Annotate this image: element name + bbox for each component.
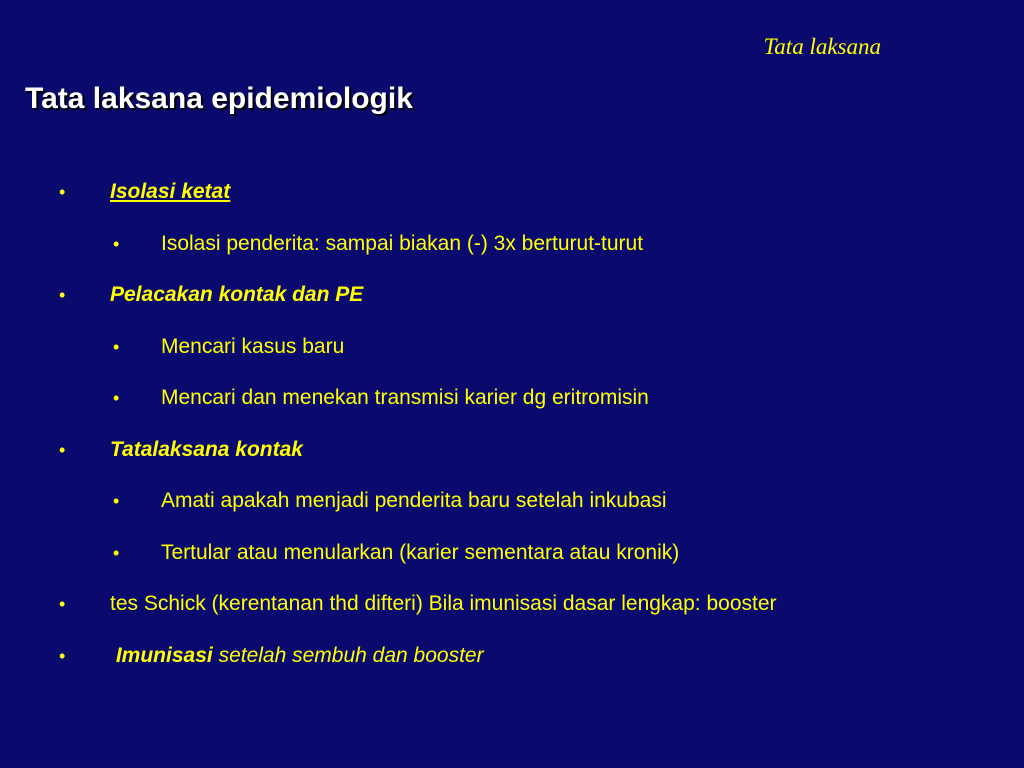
list-item [0, 533, 1024, 585]
list-item [0, 172, 1024, 224]
bullet-list [0, 172, 1024, 687]
item-heading-tatalaksana: Tatalaksana kontak [110, 437, 303, 461]
item-heading-pelacakan: Pelacakan kontak dan PE [110, 283, 364, 306]
bullet-icon: • [113, 542, 120, 563]
item-text: tes Schick (kerentanan thd difteri) Bila imunisasi dasar lengkap: booster [110, 592, 777, 615]
list-item [0, 584, 1024, 636]
item-heading-isolasi: Isolasi ketat [110, 180, 231, 203]
item-text: Mencari dan menekan transmisi karier dg eritromisin [161, 386, 649, 409]
item-text-imunisasi [110, 636, 484, 676]
item-text: Mencari kasus baru [161, 334, 345, 358]
bullet-icon: • [113, 388, 120, 408]
bullet-icon: • [59, 285, 66, 305]
list-item [0, 275, 1024, 327]
bullet-icon: • [59, 182, 66, 202]
list-item [0, 224, 1024, 276]
list-item [0, 378, 1024, 430]
bullet-icon: • [113, 233, 120, 254]
list-item [0, 481, 1024, 533]
bullet-icon: • [59, 645, 66, 666]
item-text: Amati apakah menjadi penderita baru setelah inkubasi [161, 489, 667, 512]
item-heading-imunisasi: Imunisasi [115, 643, 213, 667]
bullet-icon: • [113, 491, 120, 511]
list-item [0, 636, 1024, 688]
bullet-icon: • [59, 594, 66, 614]
item-text: setelah sembuh dan booster [218, 643, 484, 667]
list-item [0, 327, 1024, 379]
bullet-icon: • [59, 439, 66, 460]
header-tag: Tata laksana [763, 34, 881, 59]
list-item [0, 430, 1024, 482]
item-text: Isolasi penderita: sampai biakan (-) 3x berturut-turut [161, 231, 644, 255]
item-text: Tertular atau menularkan (karier sementara atau kronik) [161, 540, 680, 564]
bullet-icon: • [113, 336, 120, 357]
slide-title: Tata laksana epidemiologik [25, 82, 413, 115]
